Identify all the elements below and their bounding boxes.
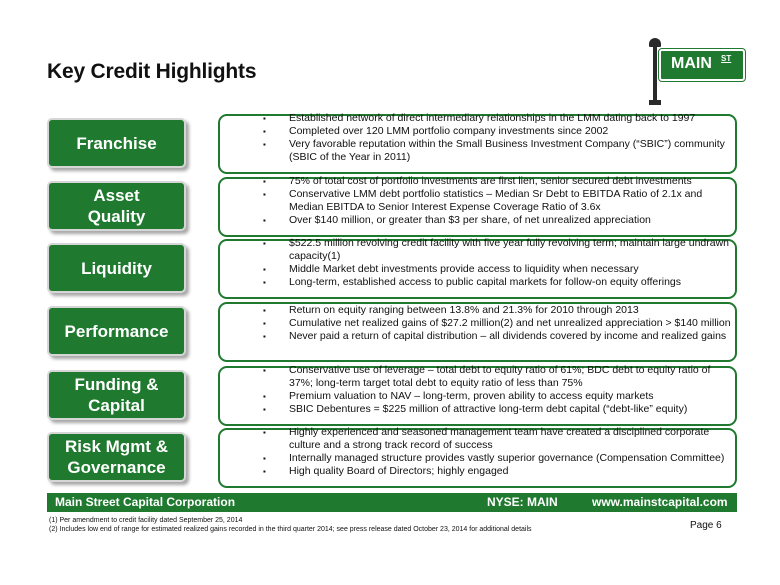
bullet-item: ▪ Return on equity ranging between 13.8% and 21.3% for 2010 through 2013 [263,304,733,317]
section-label: Risk Mgmt & Governance [47,432,186,482]
footer-company: Main Street Capital Corporation [55,495,236,509]
bullet-item: ▪ Very favorable reputation within the Small Business Investment Company (“SBIC”) community (SBIC of the Year in 2011) [263,138,733,164]
bullet-item: ▪ High quality Board of Directors; highly engaged [263,465,733,478]
section-label: Franchise [47,118,186,168]
section-label: Funding & Capital [47,370,186,420]
bullet-item: ▪ Never paid a return of capital distribution – all dividends covered by income and realized gains [263,330,733,343]
section-franchise [47,112,737,178]
bullet-item: ▪ Conservative LMM debt portfolio statistics – Median Sr Debt to EBITDA Ratio of 2.1x and Median EBITDA to Senior Interest Expense Coverage Ratio of 3.6x [263,188,733,214]
bullet-item: ▪ Over $140 million, or greater than $3 per share, of net unrealized appreciation [263,214,733,227]
bullet-item: ▪ Long-term, established access to public capital markets for follow-on equity offerings [263,276,733,289]
footer-url[interactable]: www.mainstcapital.com [592,495,728,509]
section-risk-governance [47,426,737,492]
bullet-list [263,304,733,343]
section-performance [47,306,737,366]
bullet-list [263,426,733,478]
page-number: Page 6 [690,520,722,531]
footnote: (2) Includes low end of range for estimated realized gains recorded in the third quarter 2014; see press release dated October 23, 2014 for additional details [49,526,532,533]
logo-main-text: MAIN [671,55,712,72]
bullet-item: ▪ Conservative use of leverage – total debt to equity ratio of 61%; BDC debt to equity ratio of 37%; long-term target total debt to equity ratio of less than 75% [263,364,733,390]
section-funding-capital [47,364,737,430]
bullet-list [263,175,733,227]
footer-ticker: NYSE: MAIN [487,495,558,509]
bullet-item: ▪ SBIC Debentures = $225 million of attractive long-term debt capital (“debt-like” equity) [263,403,733,416]
bullet-list [263,237,733,289]
footnote: (1) Per amendment to credit facility dated September 25, 2014 [49,517,243,524]
page-title: Key Credit Highlights [47,60,257,83]
logo-st-text: ST [721,54,732,63]
bullet-item: ▪ $522.5 million revolving credit facility with five year fully revolving term; maintain large undrawn capacity(1) [263,237,733,263]
footer-bar [47,493,737,512]
bullet-item: ▪ Highly experienced and seasoned management team have created a disciplined corporate culture and a strong track record of success [263,426,733,452]
main-street-logo [635,38,747,106]
bullet-list [263,112,733,164]
bullet-item: ▪ 75% of total cost of portfolio investments are first lien, senior secured debt investments [263,175,733,188]
bullet-item: ▪ Premium valuation to NAV – long-term, proven ability to access equity markets [263,390,733,403]
section-label: Performance [47,306,186,356]
signpost-pole [653,42,657,104]
bullet-item: ▪ Middle Market debt investments provide access to liquidity when necessary [263,263,733,276]
bullet-item: ▪ Established network of direct intermediary relationships in the LMM dating back to 1997 [263,112,733,125]
section-asset-quality [47,175,737,241]
bullet-item: ▪ Internally managed structure provides vastly superior governance (Compensation Committee) [263,452,733,465]
street-sign [659,49,745,81]
section-liquidity [47,237,737,303]
footnotes [49,516,532,534]
bullet-list [263,364,733,416]
bullet-item: ▪ Completed over 120 LMM portfolio company investments since 2002 [263,125,733,138]
section-label: Liquidity [47,243,186,293]
bullet-item: ▪ Cumulative net realized gains of $27.2 million(2) and net unrealized appreciation > $140 million [263,317,733,330]
signpost-base [649,100,661,105]
section-label: Asset Quality [47,181,186,231]
